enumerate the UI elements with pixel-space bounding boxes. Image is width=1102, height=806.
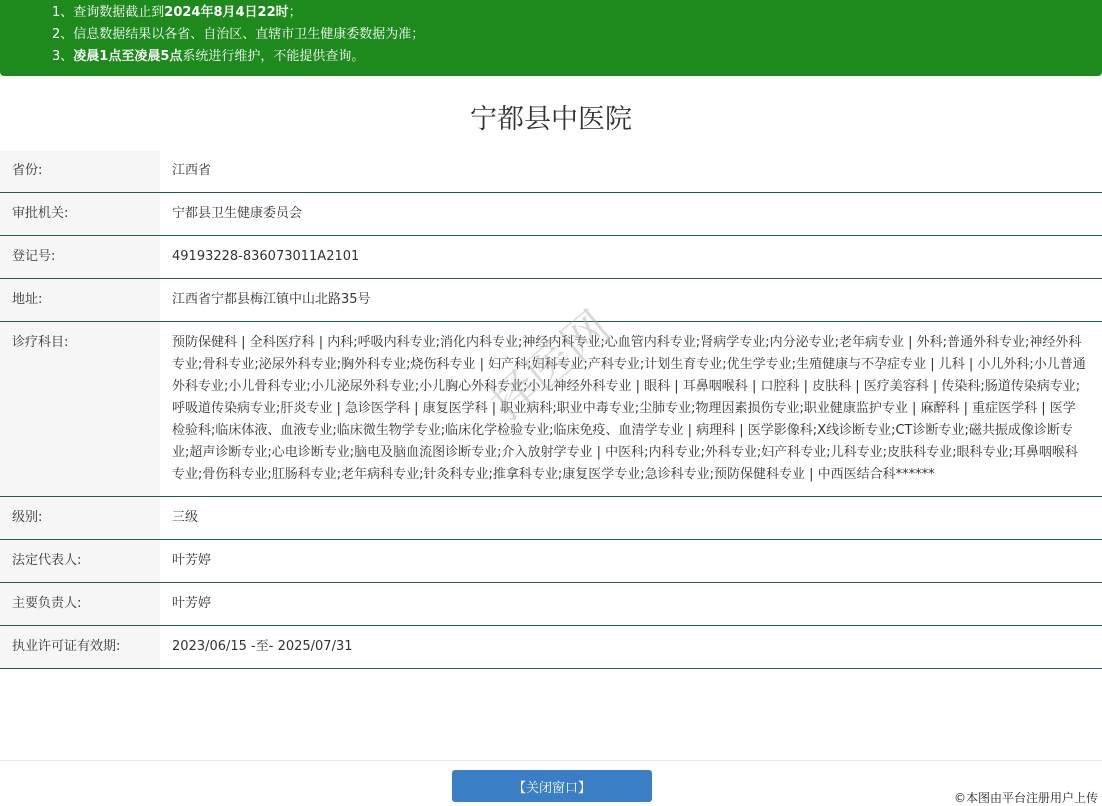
table-row-level	[0, 497, 1102, 540]
upload-credit: ©本图由平台注册用户上传	[953, 791, 1098, 805]
row-value: 49193228-836073011A2101	[160, 236, 1102, 279]
table-row-approval-authority	[0, 193, 1102, 236]
row-label: 审批机关:	[0, 193, 160, 236]
close-window-button[interactable]: 【关闭窗口】	[452, 770, 652, 802]
table-row-registration-number	[0, 236, 1102, 279]
row-label: 级别:	[0, 497, 160, 540]
row-label: 法定代表人:	[0, 540, 160, 583]
row-value: 三级	[160, 497, 1102, 540]
watermark: 择医网	[479, 300, 621, 431]
footer-divider	[0, 760, 1102, 761]
notice-line-3: 3、凌晨1点至凌晨5点系统进行维护，不能提供查询。	[52, 49, 365, 64]
row-label: 地址:	[0, 279, 160, 322]
table-row-license-validity	[0, 626, 1102, 669]
table-row-departments	[0, 322, 1102, 497]
row-value: 叶芳婷	[160, 540, 1102, 583]
notice-banner	[0, 0, 1102, 76]
page-title: 宁都县中医院	[470, 104, 632, 135]
table-row-legal-representative	[0, 540, 1102, 583]
table-row-province	[0, 150, 1102, 193]
notice-line-1: 1、查询数据截止到2024年8月4日22时；	[52, 5, 302, 20]
row-value: 2023/06/15 -至- 2025/07/31	[160, 626, 1102, 669]
row-label: 省份:	[0, 150, 160, 193]
row-label: 诊疗科目:	[0, 322, 160, 497]
row-label: 执业许可证有效期:	[0, 626, 160, 669]
table-row-address	[0, 279, 1102, 322]
table-row-principal	[0, 583, 1102, 626]
row-label: 主要负责人:	[0, 583, 160, 626]
row-value: 江西省	[160, 150, 1102, 193]
row-value: 预防保健科 | 全科医疗科 | 内科;呼吸内科专业;消化内科专业;神经内科专业;心血管内科专业;肾病学专业;内分泌专业;老年病专业 | 外科;普通外科专业;神经外科专业;骨科专业;泌尿外科专业;胸外科专业;烧伤科专业 | 妇产科;妇科专业;产科专业;计划生育专业;优生学专业;生殖健康与不孕症专业 | 儿科 | 小儿外科;小儿普通外科专业;小儿骨科专业;小儿泌尿外科专业;小儿胸心外科专业;小儿神经外科专业 | 眼科 | 耳鼻咽喉科 | 口腔科 | 皮肤科 | 医疗美容科 | 传染科;肠道传染病专业;呼吸道传染病专业;肝炎专业 | 急诊医学科 | 康复医学科 | 职业病科;职业中毒专业;尘肺专业;物理因素损伤专业;职业健康监护专业 | 麻醉科 | 重症医学科 | 医学检验科;临床体液、血液专业;临床微生物学专业;临床化学检验专业;临床免疫、血清学专业 | 病理科 | 医学影像科;X线诊断专业;CT诊断专业;磁共振成像诊断专业;超声诊断专业;心电诊断专业;脑电及脑血流图诊断专业;介入放射学专业 | 中医科;内科专业;外科专业;妇产科专业;儿科专业;皮肤科专业;眼科专业;耳鼻咽喉科专业;骨伤科专业;肛肠科专业;老年病科专业;针灸科专业;推拿科专业;康复医学专业;急诊科专业;预防保健科专业 | 中西医结合科******	[160, 322, 1102, 497]
notice-line-2: 2、信息数据结果以各省、自治区、直辖市卫生健康委数据为准；	[52, 27, 425, 42]
row-label: 登记号:	[0, 236, 160, 279]
info-table	[0, 150, 1102, 669]
row-value: 宁都县卫生健康委员会	[160, 193, 1102, 236]
row-value: 叶芳婷	[160, 583, 1102, 626]
row-value: 江西省宁都县梅江镇中山北路35号	[160, 279, 1102, 322]
